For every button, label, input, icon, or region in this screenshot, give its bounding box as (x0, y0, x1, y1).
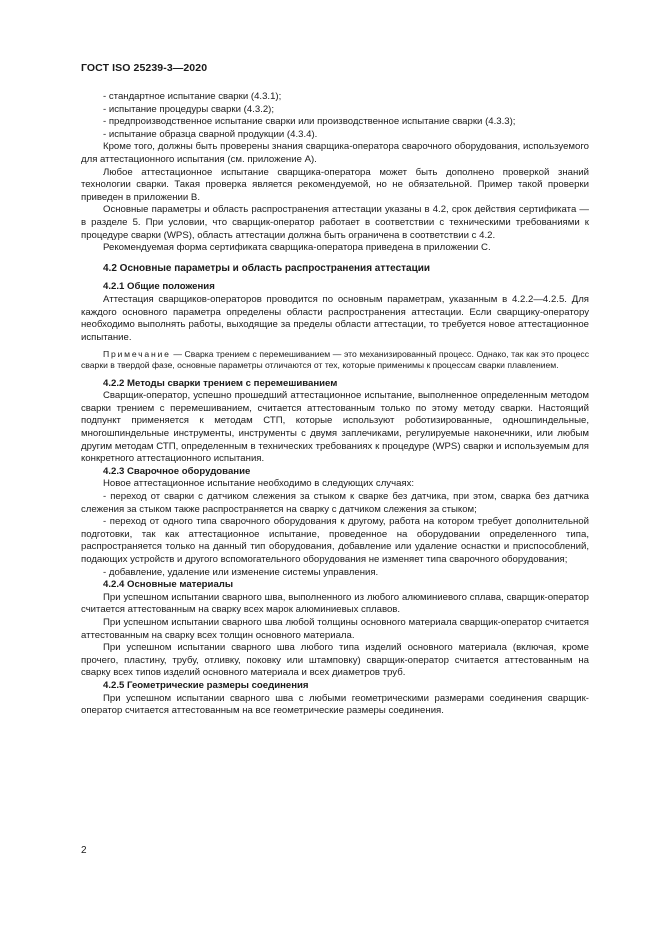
paragraph: При успешном испытании сварного шва, выполненного из любого алюминиевого сплава, сварщик-оператор считается аттестованным на сварку всех марок алюминиевых сплавов. (81, 591, 589, 616)
note-text: — Сварка трением с перемешиванием — это механизированный процесс. Однако, так как это процесс сварки в твердой фазе, основные параметры отличаются от тех, которые применимы к процессам сварки плавлением. (81, 349, 589, 371)
list-item: - переход от одного типа сварочного оборудования к другому, работа на котором требует дополнительной подготовки, так как аттестационное испытание, проведенное на оборудовании определенного типа, распространяется только на данный тип оборудования, добавление или удаление оснастки и приспособлений, подающих устройств и другого вспомогательного оборудования не изменяет типа сварочного оборудования; (81, 516, 589, 565)
list-item: - стандартное испытание сварки (4.3.1); (103, 91, 282, 102)
section-heading: 4.2 Основные параметры и область распространения аттестации (103, 262, 431, 274)
subsection-heading: 4.2.3 Сварочное оборудование (103, 465, 251, 477)
paragraph: Кроме того, должны быть проверены знания сварщика-оператора сварочного оборудования, используемого для аттестационного испытания (см. приложение А). (81, 141, 589, 165)
note (81, 349, 589, 371)
paragraph: Любое аттестационное испытание сварщика-оператора может быть дополнено проверкой знаний технологии сварки. Такая проверка является рекомендуемой, но не обязательной. Пример такой проверки приведен в приложении В. (81, 166, 589, 203)
list-item: - испытание процедуры сварки (4.3.2); (103, 103, 275, 115)
paragraph: При успешном испытании сварного шва с любыми геометрическими размерами соединения сварщик-оператор считается аттестованным на все геометрические размеры соединения. (81, 692, 589, 717)
paragraph: Аттестация сварщиков-операторов проводится по основным параметрам, указанным в 4.2.2—4.2.5. Для каждого основного параметра определены области распространения аттестации. Если сварщику-оператору необходимо выполнять работы, выходящие за пределы области аттестации, то требуется новое аттестационное испытание. (81, 293, 589, 343)
list-item: - испытание образца сварной продукции (4.3.4). (103, 128, 318, 140)
list-item: - предпроизводственное испытание сварки или производственное испытание сварки (4.3.3); (103, 116, 516, 128)
note-label: Примечание (103, 349, 171, 360)
document-header: ГОСТ ISO 25239-3—2020 (81, 62, 208, 74)
paragraph: Сварщик-оператор, успешно прошедший аттестационное испытание, выполненное определенным методом сварки трением с перемешиванием, считается аттестованным только по этому методу сварки. Настоящий подпункт применяется к методам СТП, которые используют роботизированные, одношпиндельные, многошпиндельные инструменты, инструменты с двумя заплечиками, регулируемые наконечники, или любым другим методам СТП, определенным в технических требованиях к процедуре (WPS) сварки и используемым для конкретного аттестационного испытания. (81, 390, 589, 465)
list-item: - добавление, удаление или изменение системы управления. (103, 566, 379, 578)
list-item: - переход от сварки с датчиком слежения за стыком к сварке без датчика, при этом, сварка без датчика слежения за стыком также распространяется на сварку с датчиком слежения за стыком; (81, 491, 589, 515)
paragraph: Основные параметры и область распространения аттестации указаны в 4.2, срок действия сертификата — в разделе 5. При условии, что сварщик-оператор работает в соответствии с техническими требованиями к процедуре сварки (WPS), область аттестации должна быть ограничена в соответствии с 4.2. (81, 204, 589, 241)
paragraph: Рекомендуемая форма сертификата сварщика-оператора приведена в приложении С. (103, 242, 491, 254)
paragraph: При успешном испытании сварного шва любой толщины основного материала сварщик-оператор считается аттестованным на сварку всех толщин основного материала. (81, 616, 589, 641)
subsection-heading: 4.2.1 Общие положения (103, 281, 215, 293)
page-content (81, 91, 589, 718)
subsection-heading: 4.2.2 Методы сварки трением с перемешиванием (103, 377, 338, 389)
paragraph: При успешном испытании сварного шва любого типа изделий основного материала (включая, кроме прочего, пластину, трубу, отливку, поковку или штамповку) сварщик-оператор считается аттестованным на сварку всех типов изделий основного материала и всех диаметров труб. (81, 642, 589, 679)
subsection-heading: 4.2.4 Основные материалы (103, 579, 234, 591)
page-number: 2 (81, 845, 87, 856)
subsection-heading: 4.2.5 Геометрические размеры соединения (103, 679, 309, 691)
paragraph: Новое аттестационное испытание необходимо в следующих случаях: (103, 478, 415, 490)
